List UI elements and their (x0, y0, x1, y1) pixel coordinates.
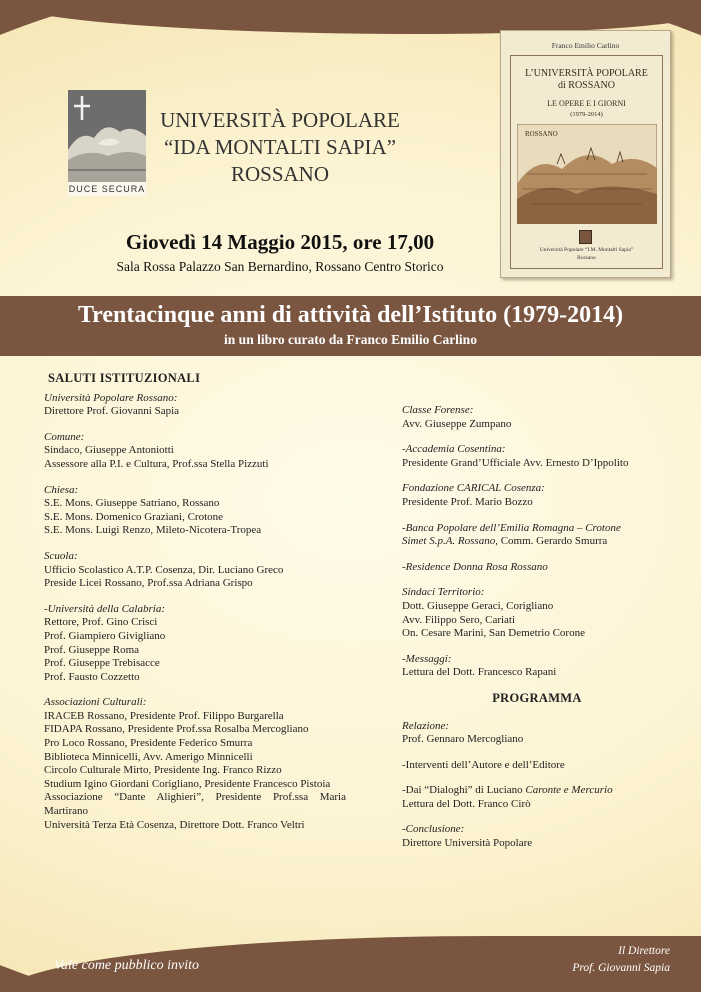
group-title-2-rest: Comm. Gerardo Smurra (497, 535, 608, 548)
group-title: Classe Forense: (402, 404, 474, 416)
group-title: Associazioni Culturali: (44, 696, 147, 709)
group-title: -Conclusione: (402, 823, 465, 836)
dialoghi-prefix: -Dai “Dialoghi” di Luciano (402, 784, 526, 797)
group-scuola (44, 550, 346, 591)
logo-motto: DUCE SECURA (68, 184, 146, 194)
title-band (0, 296, 701, 356)
group-line: Biblioteca Minnicelli, Avv. Amerigo Minnicelli (44, 750, 253, 763)
group-line: -Interventi dell’Autore e dell’Editore (402, 758, 565, 771)
group-classe-forense (402, 404, 672, 431)
university-title (150, 107, 410, 188)
group-line: Lettura del Dott. Francesco Rapani (402, 666, 557, 679)
group-chiesa (44, 484, 346, 538)
program-dialoghi (402, 784, 672, 811)
book-frame (510, 55, 663, 269)
group-line: On. Cesare Marini, San Demetrio Corone (402, 627, 585, 640)
title-line: “IDA MONTALTI SAPIA” (163, 135, 397, 159)
group-line (402, 784, 672, 798)
group-line: Prof. Fausto Cozzetto (44, 670, 140, 683)
book-engraving (517, 124, 657, 224)
book-author: Franco Emilio Carlino (551, 41, 620, 50)
group-title: -Banca Popolare dell’Emilia Romagna – Crotone (402, 521, 621, 534)
group-line: Presidente Prof. Mario Bozzo (402, 495, 533, 508)
book-cover (500, 30, 671, 278)
group-line: Ufficio Scolastico A.T.P. Cosenza, Dir. Luciano Greco (44, 563, 284, 576)
university-logo (68, 90, 146, 196)
section-heading: SALUTI ISTITUZIONALI (48, 371, 201, 385)
group-line: Lettura del Dott. Franco Cirò (402, 797, 531, 810)
signature-name: Prof. Giovanni Sapia (572, 962, 670, 974)
group-title: Relazione: (402, 719, 450, 732)
title-line: UNIVERSITÀ POPOLARE (160, 108, 400, 132)
group-line: Prof. Giuseppe Trebisacce (44, 657, 160, 670)
group-title-2: Simet S.p.A. Rossano, (402, 535, 498, 548)
event-venue: Sala Rossa Palazzo San Bernardino, Rossano Centro Storico (116, 259, 444, 274)
group-universita (44, 392, 346, 419)
group-line: Rettore, Prof. Gino Crisci (44, 616, 158, 629)
book-art-label: ROSSANO (525, 130, 558, 138)
group-line: FIDAPA Rossano, Presidente Prof.ssa Rosalba Mercogliano (44, 723, 309, 736)
group-line: Avv. Giuseppe Zumpano (402, 417, 512, 430)
group-title: Chiesa: (44, 483, 79, 496)
group-accademia (402, 443, 672, 470)
book-subtitle: LE OPERE E I GIORNI (547, 99, 626, 108)
band-subtitle: in un libro curato da Franco Emilio Carlino (224, 332, 477, 347)
book-emblem (579, 230, 592, 244)
program-relazione (402, 720, 672, 747)
signature (520, 943, 670, 977)
group-residence (402, 561, 672, 575)
group-line: Studium Igino Giordani Corigliano, Presidente Francesco Pistoia (44, 777, 331, 790)
group-line: Preside Licei Rossano, Prof.ssa Adriana Grispo (44, 577, 253, 590)
book-title (511, 68, 662, 92)
book-title-line: L’UNIVERSITÀ POPOLARE (525, 68, 648, 79)
book-footer-line: Università Popolare “I.M. Montalti Sapia” (539, 247, 634, 253)
group-line: Sindaco, Giuseppe Antoniotti (44, 444, 174, 457)
group-associazioni (44, 696, 346, 832)
group-line: Presidente Grand’Ufficiale Avv. Ernesto D’Ippolito (402, 456, 629, 469)
group-line: Assessore alla P.I. e Cultura, Prof.ssa Stella Pizzuti (44, 457, 269, 470)
book-footer-line: Rossano (577, 255, 596, 261)
group-comune (44, 431, 346, 472)
group-line: Circolo Culturale Mirto, Presidente Ing. Franco Rizzo (44, 764, 282, 777)
book-years: (1979-2014) (570, 111, 603, 118)
group-unical (44, 603, 346, 685)
group-line: IRACEB Rossano, Presidente Prof. Filippo Burgarella (44, 709, 284, 722)
group-line: Dott. Giuseppe Geraci, Corigliano (402, 599, 554, 612)
group-messaggi (402, 653, 672, 680)
group-line: Prof. Gennaro Mercogliano (402, 733, 524, 746)
group-line: Avv. Filippo Sero, Cariati (402, 613, 516, 626)
group-title: Sindaci Territorio: (402, 586, 485, 599)
public-invite-note: Vale come pubblico invito (54, 958, 200, 973)
group-line: Università Terza Età Cosenza, Direttore Dott. Franco Veltri (44, 818, 305, 831)
dialoghi-italic: Caronte e Mercurio (525, 784, 613, 797)
book-footer (511, 246, 662, 262)
event-date-time: Giovedì 14 Maggio 2015, ore 17,00 (125, 230, 435, 254)
group-title: -Accademia Cosentina: (402, 443, 506, 456)
group-line: Direttore Università Popolare (402, 837, 533, 850)
title-line: ROSSANO (230, 162, 330, 186)
signature-role: Il Direttore (618, 945, 670, 957)
group-line: Pro Loco Rossano, Presidente Federico Smurra (44, 737, 253, 750)
group-line: Direttore Prof. Giovanni Sapia (44, 405, 180, 418)
group-line: S.E. Mons. Domenico Graziani, Crotone (44, 510, 224, 523)
left-column (44, 372, 346, 844)
group-line: S.E. Mons. Luigi Renzo, Mileto-Nicotera-Tropea (44, 524, 262, 537)
group-title: Fondazione CARICAL Cosenza: (402, 482, 545, 495)
group-banca (402, 522, 672, 549)
group-title: Scuola: (44, 549, 78, 562)
programma-heading: PROGRAMMA (492, 690, 582, 705)
program-interventi (402, 759, 672, 773)
group-line: Associazione “Dante Alighieri”, Presidente Prof.ssa Maria Martirano (44, 791, 346, 818)
group-line: Prof. Giampiero Givigliano (44, 629, 166, 642)
group-carical (402, 482, 672, 509)
group-line: Prof. Giuseppe Roma (44, 643, 140, 656)
group-title: -Università della Calabria: (44, 602, 165, 615)
program-conclusione (402, 823, 672, 850)
right-column (402, 404, 672, 863)
group-sindaci (402, 586, 672, 640)
group-title: -Messaggi: (402, 652, 452, 665)
group-line (402, 535, 672, 549)
book-title-line: di ROSSANO (558, 80, 615, 91)
group-title: -Residence Donna Rosa Rossano (402, 560, 548, 573)
group-title: Università Popolare Rossano: (44, 391, 178, 404)
group-line: S.E. Mons. Giuseppe Satriano, Rossano (44, 497, 220, 510)
band-title: Trentacinque anni di attività dell’Istituto (1979-2014) (77, 302, 624, 328)
group-title: Comune: (44, 430, 85, 443)
